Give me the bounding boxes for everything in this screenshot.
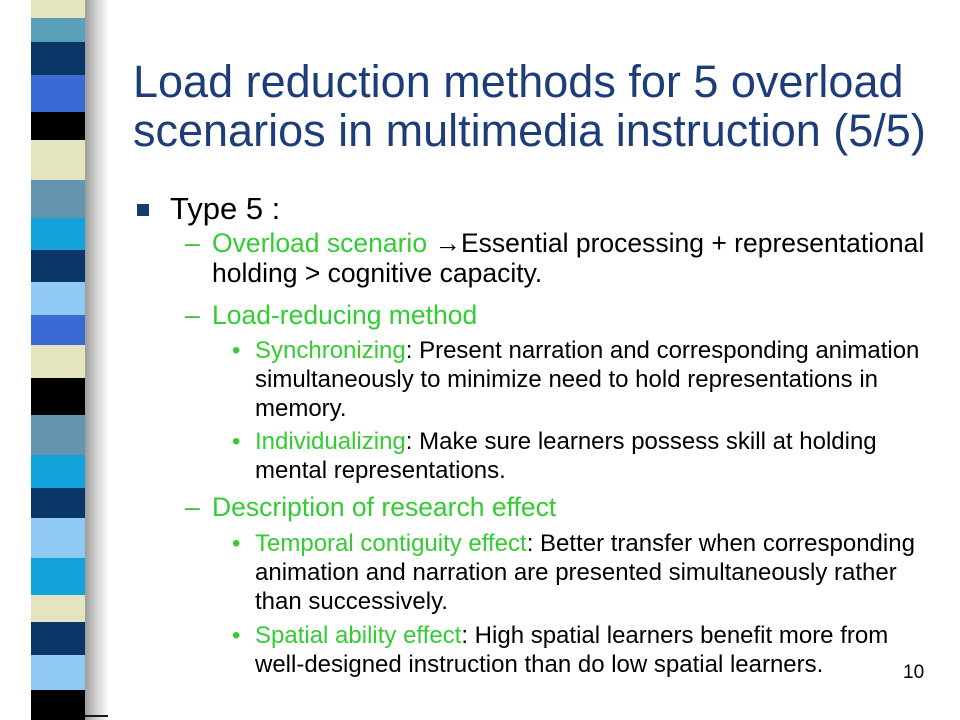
temporal-contiguity-text: : Better transfer when corresponding animation and narration are presented simultaneously rather than successively. <box>255 530 915 615</box>
term-overload-scenario: Overload scenario <box>212 228 428 258</box>
stripe-block <box>31 0 85 18</box>
dash-marker: – <box>185 228 200 258</box>
stripe-block <box>31 315 85 345</box>
stripe-block <box>31 112 85 140</box>
list-item-temporal-contiguity <box>232 529 935 616</box>
heading-load-reducing-method: Load-reducing method <box>212 300 478 330</box>
stripe-block <box>31 140 85 180</box>
stripe-block <box>31 455 85 488</box>
sub-bullet-research-effect <box>185 492 940 522</box>
sub-bullet-overload-scenario <box>185 228 940 288</box>
heading-research-effect: Description of research effect <box>212 492 557 522</box>
stripe-block <box>31 282 85 315</box>
dot-marker: • <box>232 428 241 455</box>
square-bullet-icon <box>137 204 149 216</box>
sub-bullet-load-reducing-method <box>185 300 940 330</box>
dot-marker: • <box>232 530 241 557</box>
stripe-block <box>31 655 85 690</box>
dash-marker: – <box>185 300 200 330</box>
stripe-block <box>31 75 85 112</box>
term-spatial-ability: Spatial ability effect <box>255 622 462 649</box>
stripe-block <box>31 250 85 282</box>
spatial-ability-text: : High spatial learners benefit more from well-designed instruction than do low spatial learners. <box>255 622 889 678</box>
slide-title: Load reduction methods for 5 overload scenarios in multimedia instruction (5/5) <box>133 56 926 156</box>
stripe-block <box>31 690 85 720</box>
stripe-block <box>31 595 85 622</box>
synchronizing-text: : Present narration and corresponding animation simultaneously to minimize need to hold representations in memory. <box>255 337 920 422</box>
page-number: 10 <box>903 662 925 683</box>
stripe-block <box>31 218 85 250</box>
term-individualizing: Individualizing <box>255 428 406 455</box>
stripe-block <box>31 42 85 75</box>
dot-marker: • <box>232 337 241 364</box>
individualizing-text: : Make sure learners possess skill at holding mental representations. <box>255 428 877 484</box>
stripe-foot-line <box>85 715 108 717</box>
stripe-block <box>31 378 85 415</box>
bullet-type-5 <box>170 191 930 227</box>
overload-scenario-text: →Essential processing + representational holding > cognitive capacity. <box>212 228 925 288</box>
dot-marker: • <box>232 622 241 649</box>
dash-marker: – <box>185 492 200 522</box>
stripe-block <box>31 488 85 518</box>
stripe-block <box>31 180 85 218</box>
stripe-block <box>31 415 85 455</box>
list-item-synchronizing <box>232 336 935 423</box>
stripe-shadow <box>85 0 109 720</box>
stripe-block <box>31 18 85 42</box>
stripe-block <box>31 518 85 558</box>
list-item-individualizing <box>232 427 935 485</box>
list-item-spatial-ability <box>232 621 935 679</box>
bullet-label: Type 5 : <box>170 191 281 226</box>
stripe-block <box>31 345 85 378</box>
stripe-block <box>31 558 85 595</box>
term-temporal-contiguity: Temporal contiguity effect <box>255 530 527 557</box>
stripe-block <box>31 622 85 655</box>
term-synchronizing: Synchronizing <box>255 337 406 364</box>
decorative-stripe <box>31 0 85 720</box>
